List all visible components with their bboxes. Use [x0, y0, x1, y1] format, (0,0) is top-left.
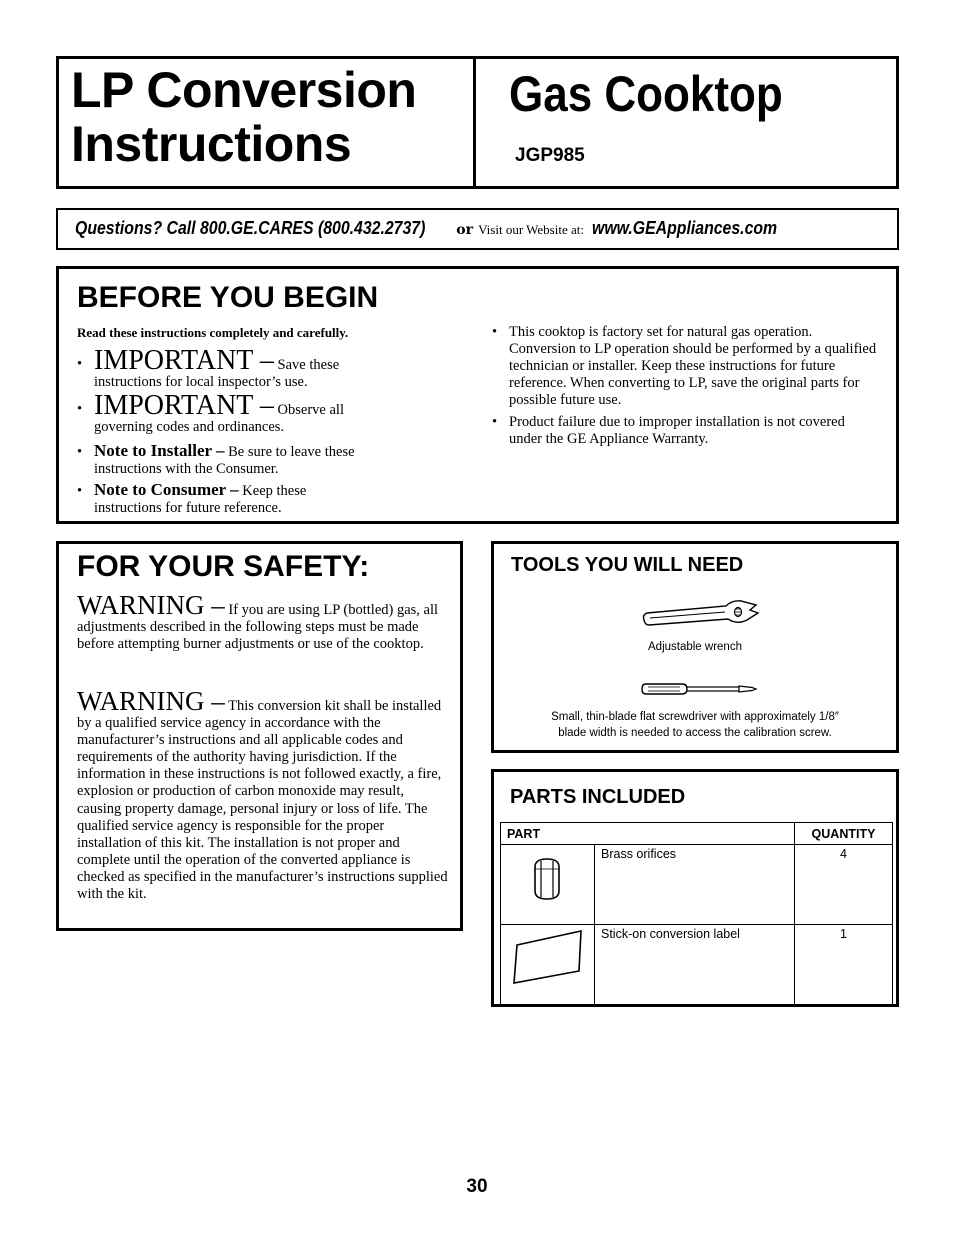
- item-text: Keep these: [242, 483, 307, 499]
- tools-section: [491, 541, 899, 753]
- list-item: [77, 480, 424, 517]
- item-text: Observe all: [277, 402, 344, 418]
- list-item: [77, 345, 424, 391]
- before-you-begin-section: [56, 266, 899, 524]
- item-text: Product failure due to improper installation is not covered under the GE Appliance Warranty.: [509, 414, 845, 447]
- caption-line: blade width is needed to access the calibration screw.: [558, 727, 832, 739]
- warning-text: If you are using LP (bottled) gas, all adjustments described in the following steps must be made before attempting burner adjustments or use of the cooktop.: [77, 602, 439, 653]
- item-text: This cooktop is factory set for natural gas operation. Conversion to LP operation should be performed by a qualified technician or installer. Keep these instructions for future reference. When converting to LP, save the original parts for possible future use.: [509, 324, 877, 408]
- table-header-row: [501, 823, 893, 845]
- part-quantity: 4: [795, 845, 893, 925]
- item-text: Be sure to leave these: [228, 444, 355, 460]
- safety-section: [56, 541, 463, 931]
- bullet: •: [77, 483, 83, 499]
- adjustable-wrench-icon: [640, 598, 760, 628]
- parts-table: [500, 822, 893, 1005]
- screwdriver-caption: [494, 709, 896, 741]
- contact-visit-label: Visit our Website at:: [478, 222, 584, 237]
- tools-title: TOOLS YOU WILL NEED: [511, 554, 744, 576]
- bullet: •: [77, 356, 83, 372]
- note-label: Note to Installer –: [94, 441, 225, 460]
- title-block: [56, 56, 899, 189]
- website-link[interactable]: www.GEAppliances.com: [592, 218, 778, 238]
- title-line-1: LP Conversion: [71, 62, 417, 118]
- model-number: JGP985: [515, 145, 585, 166]
- warning-paragraph: [77, 686, 449, 903]
- contact-phone: Questions? Call 800.GE.CARES (800.432.2737): [75, 218, 426, 238]
- part-description: Stick-on conversion label: [595, 925, 795, 1005]
- table-row: [501, 845, 893, 925]
- bullet: •: [77, 444, 83, 460]
- note-label: Note to Consumer –: [94, 480, 239, 499]
- wrench-caption: Adjustable wrench: [648, 641, 742, 653]
- column-header-quantity: QUANTITY: [795, 823, 893, 845]
- page-number: 30: [466, 1176, 488, 1197]
- part-description: Brass orifices: [595, 845, 795, 925]
- part-quantity: 1: [795, 925, 893, 1005]
- table-row: [501, 925, 893, 1005]
- item-text: governing codes and ordinances.: [94, 419, 285, 435]
- before-you-begin-intro: Read these instructions completely and carefully.: [77, 325, 349, 340]
- contact-or: or: [456, 222, 473, 238]
- flat-screwdriver-icon: [640, 681, 760, 697]
- contact-line: [75, 218, 802, 239]
- item-text: instructions with the Consumer.: [94, 461, 279, 477]
- important-label: IMPORTANT –: [94, 345, 274, 376]
- caption-line: Small, thin-blade flat screwdriver with approximately 1/8″: [551, 711, 839, 723]
- bullet: •: [77, 401, 83, 417]
- contact-bar: [56, 208, 899, 250]
- bullet: •: [492, 414, 498, 430]
- document-title: [71, 63, 416, 171]
- item-text: instructions for local inspector’s use.: [94, 374, 308, 390]
- warning-label: WARNING –: [77, 590, 225, 620]
- before-you-begin-title: BEFORE YOU BEGIN: [77, 281, 379, 314]
- part-image-cell: [501, 925, 595, 1005]
- warning-paragraph: [77, 590, 449, 653]
- title-line-2: Instructions: [71, 116, 352, 172]
- warning-label: WARNING –: [77, 686, 225, 716]
- product-name: Gas Cooktop: [509, 66, 783, 122]
- list-item: [77, 441, 424, 478]
- part-image-cell: [501, 845, 595, 925]
- column-header-part: PART: [501, 823, 795, 845]
- warning-text: This conversion kit shall be installed by a qualified service agency in accordance with the manufacturer’s instructions and all applicable codes and requirements of the authority having jurisdiction. If the information in these instructions is not followed exactly, a fire, explosion or production of carbon monoxide may result, causing property damage, personal injury or loss of life. The qualified service agency is responsible for the proper installation of this kit. The installation is not proper and complete until the operation of the converted appliance is checked as specified in the manufacturer’s instructions supplied with the kit.: [77, 698, 448, 903]
- title-divider: [473, 59, 476, 186]
- list-item: [492, 324, 879, 409]
- safety-title: FOR YOUR SAFETY:: [77, 550, 370, 583]
- list-item: [77, 390, 424, 436]
- brass-orifice-icon: [501, 845, 594, 921]
- parts-title: PARTS INCLUDED: [510, 786, 686, 808]
- conversion-label-icon: [501, 925, 594, 1001]
- important-label: IMPORTANT –: [94, 390, 274, 421]
- item-text: instructions for future reference.: [94, 500, 282, 516]
- item-text: Save these: [277, 357, 340, 373]
- bullet: •: [492, 324, 498, 340]
- parts-section: [491, 769, 899, 1007]
- list-item: [492, 414, 879, 448]
